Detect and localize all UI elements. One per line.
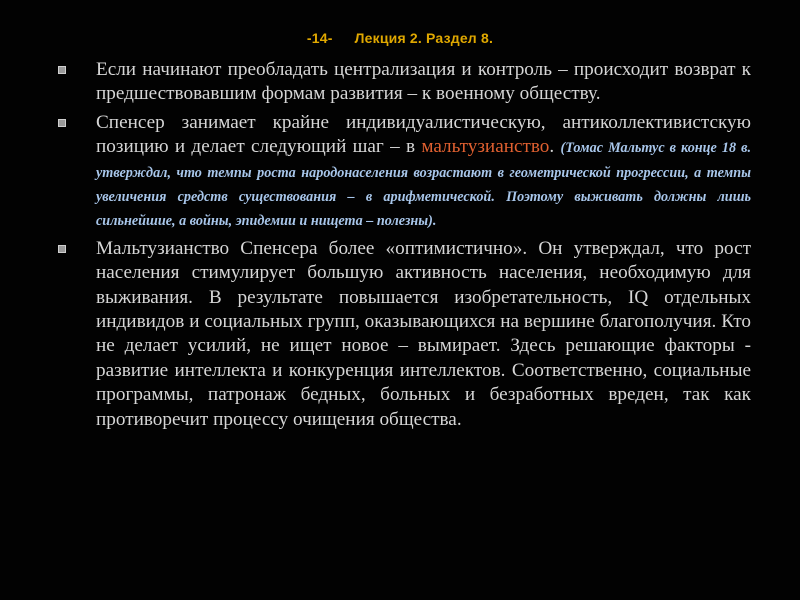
square-bullet-icon [58,245,66,253]
bullet-text: Мальтузианство Спенсера более «оптимистично». Он утверждал, что рост населения стимулирует большую активность населения, необходимую для выживания. В результате повышается изобретательность, IQ отдельных индивидов и социальных групп, оказывающихся на вершине благополучия. Кто не делает усилий, не ищет новое – вымирает. Здесь решающие факторы - развитие интеллекта и конкуренция интеллектов. Соответственно, социальные программы, патронаж бедных, больных и безработных вреден, так как противоречит процессу очищения общества. [96,237,751,430]
bullet-text: Если начинают преобладать централизация и контроль – происходит возврат к предшествовавшим формам развития – к военному обществу. [96,59,751,105]
malthus-note: (Томас Мальтус в конце 18 в. утверждал, что темпы роста народонаселения возрастают в геометрической прогрессии, а темпы увеличения средств существования – в арифметической. Поэтому выживать должны лишь сильнейшие, а войны, эпидемии и нищета – полезны). [96,140,752,230]
bullet-text-after: . [549,136,561,158]
page-number: -14- [306,30,333,46]
square-bullet-icon [58,66,66,74]
bullet-item-1 [56,58,751,107]
bullet-text-before: Спенсер занимает крайне индивидуалистическую, антиколлективистскую позицию и делает следующий шаг – в [96,111,751,158]
lecture-title: Лекция 2. Раздел 8. [354,30,494,46]
square-bullet-icon [58,119,66,127]
bullet-item-3 [56,237,751,432]
highlighted-term: мальтузианство [421,136,550,158]
bullet-list [56,58,751,436]
slide-header [0,30,800,46]
bullet-item-2 [56,111,751,233]
